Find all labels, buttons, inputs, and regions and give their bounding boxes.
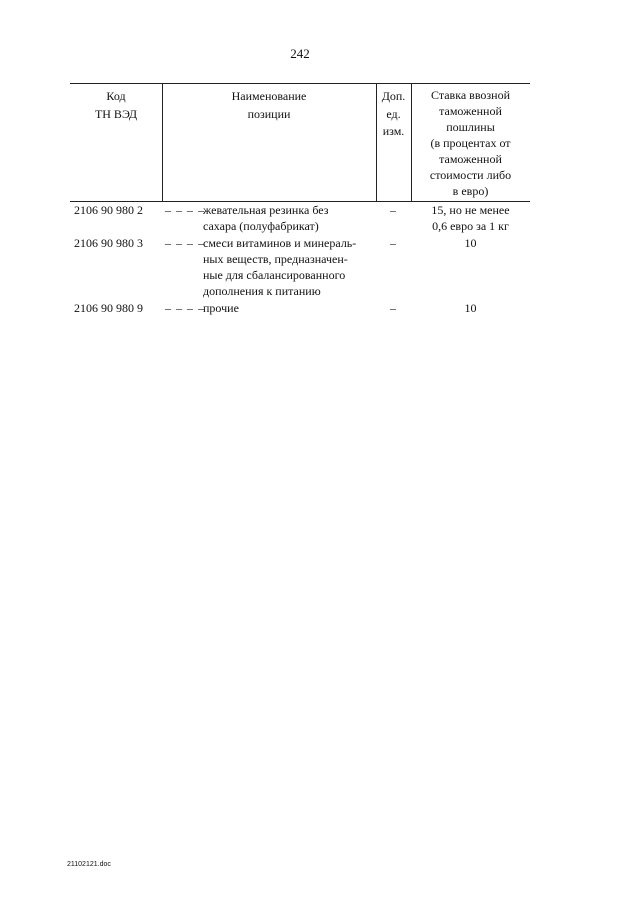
header-code: [70, 88, 162, 123]
row-unit: –: [390, 301, 396, 315]
header-rate-line: таможенной: [439, 104, 502, 118]
row-rate-line: 10: [464, 301, 477, 315]
row-code: 2106 90 980 3: [74, 236, 143, 250]
row-dash-marker: – – – –: [165, 203, 205, 217]
header-unit-line: изм.: [382, 124, 405, 138]
row-name-line: ных веществ, предназначен-: [203, 252, 348, 266]
row-dash-marker: – – – –: [165, 301, 205, 315]
footer-filename: 21102121.doc: [67, 861, 111, 868]
row-dash-marker: – – – –: [165, 236, 205, 250]
header-unit-line: ед.: [386, 106, 401, 121]
header-rate: [411, 87, 530, 199]
header-name-line: позиции: [247, 106, 291, 121]
header-name: [162, 88, 376, 123]
row-rate: [411, 300, 530, 316]
header-unit-line: Доп.: [381, 89, 406, 103]
row-name: [203, 235, 375, 299]
row-name-line: смеси витаминов и минераль-: [203, 236, 357, 250]
row-rate: [411, 235, 530, 251]
row-unit: –: [390, 203, 396, 217]
header-rate-line: Ставка ввозной: [430, 88, 511, 102]
header-rate-line: (в процентах от: [430, 136, 511, 150]
header-rate-line: в евро): [452, 184, 489, 198]
row-name: [203, 300, 375, 316]
table-header: [70, 83, 530, 202]
header-rate-line: таможенной: [439, 152, 502, 166]
row-rate-line: 0,6 евро за 1 кг: [432, 219, 509, 233]
header-code-line: ТН ВЭД: [94, 106, 138, 121]
row-rate: [411, 202, 530, 234]
row-name: [203, 202, 375, 234]
row-name-line: прочие: [203, 301, 239, 315]
row-rate-line: 15, но не менее: [431, 203, 510, 217]
header-code-line: Код: [106, 89, 126, 103]
header-name-line: Наименование: [231, 89, 307, 103]
row-rate-line: 10: [464, 236, 477, 250]
row-name-line: жевательная резинка без: [203, 203, 329, 217]
page-number: 242: [290, 46, 310, 61]
row-code: 2106 90 980 9: [74, 301, 143, 315]
row-unit: –: [390, 236, 396, 250]
row-name-line: сахара (полуфабрикат): [203, 219, 319, 233]
row-name-line: ные для сбалансированного: [203, 268, 346, 282]
row-code: 2106 90 980 2: [74, 203, 143, 217]
header-rate-line: пошлины: [446, 120, 495, 134]
header-unit: [376, 88, 411, 141]
header-rate-line: стоимости либо: [429, 168, 512, 182]
row-name-line: дополнения к питанию: [203, 284, 321, 298]
